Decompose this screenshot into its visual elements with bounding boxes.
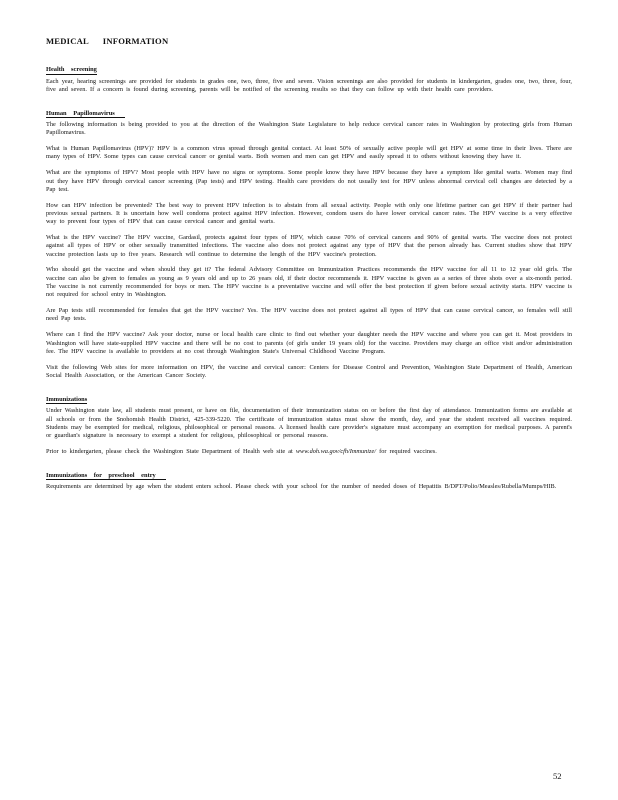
section-immunizations: [46, 388, 572, 456]
page-title: MEDICAL INFORMATION: [46, 36, 169, 46]
paragraph-text: Prior to kindergarten, please check the Washington State Department of Health web site at: [46, 447, 293, 455]
paragraph-kindergarten: [46, 448, 572, 456]
paragraph: Requirements are determined by age when the student enters school. Please check with your school for the number of needed doses of Hepatitis B/DPT/Polio/Measles/Rubella/Mumps/HIB.: [46, 483, 557, 491]
section-preschool: [46, 464, 572, 492]
document-page: [46, 36, 572, 499]
paragraph: What is the HPV vaccine? The HPV vaccine, Gardasil, protects against four types of HPV, which cause 70% of cervical cancers and 90% of genital warts. The vaccine does not protect against all types of HPV or other sexually transmitted infections. The vaccine also does not protect against any type of HPV that the person already has. Current studies show that HPV vaccine protection lasts up to five years. Research will continue to determine the length of the HPV vaccine's protection.: [46, 234, 572, 258]
section-heading-preschool: Immunizations for preschool entry: [46, 472, 166, 481]
paragraph: Are Pap tests still recommended for females that get the HPV vaccine? Yes. The HPV vaccine does not protect against all types of HPV that can cause cervical cancer, so females will still need Pap tests.: [46, 307, 572, 323]
paragraph-text: for required vaccines.: [379, 447, 437, 455]
doh-link[interactable]: www.doh.wa.gov/cfh/Immunize/: [295, 447, 377, 455]
paragraph: What is Human Papillomavirus (HPV)? HPV is a common virus spread through genital contact. At least 50% of sexually active people will get HPV at some time in their lives. There are many types of HPV. Some types can cause cervical cancer or genital warts. Both women and men can get HPV and easily spread it to others without knowing they have it.: [46, 145, 572, 161]
section-hpv: [46, 102, 572, 381]
paragraph: Each year, hearing screenings are provided for students in grades one, two, three, five and seven. Vision screenings are also provided for students in kindergarten, grades one, two, three, four, five and seven. If a concern is found during screening, parents will be notified of the screening results so that they can follow up with their health care providers.: [46, 77, 572, 93]
paragraph: Where can I find the HPV vaccine? Ask your doctor, nurse or local health care clinic to find out whether your daughter needs the HPV vaccine and where you can get it. Most providers in Washington will have state-supplied HPV vaccine and there will be no cost to parents (of girls under 19 years old) for the vaccine. Providers may charge an office visit and/or administration fee. The HPV vaccine is available to providers at no cost through Washington State's Universal Childhood Vaccine Program.: [46, 331, 572, 355]
paragraph: Who should get the vaccine and when should they get it? The federal Advisory Committee on Immunization Practices recommends the HPV vaccine for all 11 to 12 year old girls. The vaccine can also be given to females as young as 9 years old and up to 26 years old, if their doctor recommends it. HPV vaccine is given as a series of three shots over a six-month period. The vaccine is not currently recommended for boys or men. The HPV vaccine is a preventative vaccine and will offer the best protection if given before sexual activity starts. HPV vaccine is not required for school entry in Washington.: [46, 266, 572, 299]
section-heading-immunizations: Immunizations: [46, 395, 88, 403]
section-heading-hpv: Human Papillomavirus: [46, 110, 125, 119]
page-number: 52: [553, 771, 562, 781]
paragraph: The following information is being provided to you at the direction of the Washington State Legislature to help reduce cervical cancer rates in Washington by protecting girls from Human Papillomavirus.: [46, 121, 572, 137]
paragraph: What are the symptoms of HPV? Most people with HPV have no signs or symptoms. Some people know they have HPV because they have a symptom like genital warts. Women may find out they have HPV through cervical cancer screening (Pap tests) and HPV testing. Health care providers do not usually test for HPV unless abnormal cervical cell changes are detected by a Pap test.: [46, 169, 572, 193]
section-heading-health-screening: Health screening: [46, 66, 97, 73]
paragraph: Visit the following Web sites for more information on HPV, the vaccine and cervical cancer: Centers for Disease Control and Prevention, Washington State Department of Health, American Social Health Association, or the American Cancer Society.: [46, 363, 572, 379]
section-health-screening: [46, 58, 572, 94]
paragraph: Under Washington state law, all students must present, or have on file, documentation of their immunization status on or before the first day of attendance. Immunization forms are available at all schools or from the Snohomish Health District, 425-339-5220. The certificate of immunization status must show the month, day, and year the student received all vaccines required. Students may be exempted for medical, religious, philosophical or personal reasons. A licensed health care provider's signature must accompany an exemption for medical purposes. A parent's or guardian's signature is necessary to exempt a student for religious, philosophical or personal reasons.: [46, 407, 572, 440]
paragraph: How can HPV infection be prevented? The best way to prevent HPV infection is to abstain from all sexual activity. People with only one lifetime partner can get HPV if their partner had previous sexual partners. It is uncertain how well condoms protect against HPV infection. However, condom users do have lower cervical cancer rates. The HPV vaccine is a very effective way to prevent four types of HPV that can cause cervical cancer and genital warts.: [46, 201, 572, 226]
